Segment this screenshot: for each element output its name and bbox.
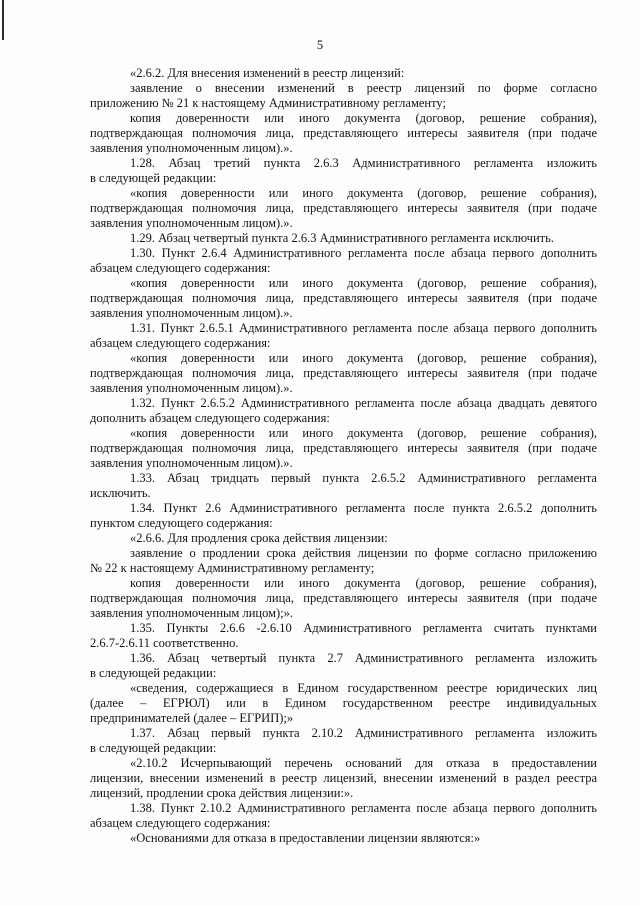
text-line: в следующей редакции: — [90, 666, 217, 680]
text-line: заявление о продлении срока действия лицензии по форме согласно приложению — [130, 546, 597, 560]
text-line: копия доверенности или иного документа (договор, решение собрания), — [130, 576, 597, 590]
text-line: «Основаниями для отказа в предоставлении лицензии являются:» — [130, 831, 481, 845]
text-line: 1.35. Пункты 2.6.6 -2.6.10 Административного регламента считать пунктами — [130, 621, 597, 635]
scan-edge-line — [2, 0, 4, 40]
text-line: «2.6.6. Для продления срока действия лицензии: — [130, 531, 388, 545]
text-line: 1.36. Абзац четвертый пункта 2.7 Административного регламента изложить — [130, 651, 597, 665]
text-line: 1.34. Пункт 2.6 Административного регламента после пункта 2.6.5.2 дополнить — [130, 501, 597, 515]
page-number: 5 — [316, 38, 324, 52]
text-line: «копия доверенности или иного документа (договор, решение собрания), — [130, 426, 597, 440]
text-line: «копия доверенности или иного документа (договор, решение собрания), — [130, 186, 597, 200]
text-line: приложению № 21 к настоящему Административному регламенту; — [90, 96, 446, 110]
text-line: 2.6.7-2.6.11 соответственно. — [90, 636, 239, 650]
text-line: заявления уполномоченным лицом).». — [90, 381, 293, 395]
text-line: лицензий, продлении срока действия лицензии:». — [90, 786, 354, 800]
text-line: пунктом следующего содержания: — [90, 516, 273, 530]
text-line: № 22 к настоящему Административному регламенту; — [90, 561, 375, 575]
text-line: заявления уполномоченным лицом).». — [90, 216, 293, 230]
text-line: «сведения, содержащиеся в Едином государственном реестре юридических лиц — [130, 681, 597, 695]
document-body — [90, 66, 597, 846]
text-line: предпринимателей (далее – ЕГРИП);» — [90, 711, 294, 725]
text-line: в следующей редакции: — [90, 741, 217, 755]
text-line: заявления уполномоченным лицом).». — [90, 456, 293, 470]
text-line: 1.33. Абзац тридцать первый пункта 2.6.5.2 Административного регламента — [130, 471, 597, 485]
text-line: подтверждающая полномочия лица, представляющего интересы заявителя (при подаче — [90, 201, 597, 215]
text-line: абзацем следующего содержания: — [90, 816, 271, 830]
text-line: подтверждающая полномочия лица, представляющего интересы заявителя (при подаче — [90, 441, 597, 455]
text-line: в следующей редакции: — [90, 171, 217, 185]
text-line: заявления уполномоченным лицом).». — [90, 306, 293, 320]
text-line: заявления уполномоченным лицом);». — [90, 606, 294, 620]
text-line: заявления уполномоченным лицом).». — [90, 141, 293, 155]
text-line: «2.10.2 Исчерпывающий перечень оснований для отказа в предоставлении — [130, 756, 597, 770]
text-line: абзацем следующего содержания: — [90, 336, 271, 350]
text-line: 1.30. Пункт 2.6.4 Административного регламента после абзаца первого дополнить — [130, 246, 597, 260]
text-line: 1.31. Пункт 2.6.5.1 Административного регламента после абзаца первого дополнить — [130, 321, 597, 335]
text-line: подтверждающая полномочия лица, представляющего интересы заявителя (при подаче — [90, 126, 597, 140]
text-line: дополнить абзацем следующего содержания: — [90, 411, 330, 425]
text-line: (далее – ЕГРЮЛ) или в Едином государственном реестре индивидуальных — [90, 696, 597, 710]
text-line: копия доверенности или иного документа (договор, решение собрания), — [130, 111, 597, 125]
text-line: подтверждающая полномочия лица, представляющего интересы заявителя (при подаче — [90, 366, 597, 380]
text-line: подтверждающая полномочия лица, представляющего интересы заявителя (при подаче — [90, 291, 597, 305]
text-line: «копия доверенности или иного документа (договор, решение собрания), — [130, 351, 597, 365]
text-line: 1.29. Абзац четвертый пункта 2.6.3 Административного регламента исключить. — [130, 231, 554, 245]
text-line: 1.32. Пункт 2.6.5.2 Административного регламента после абзаца двадцать девятого — [130, 396, 597, 410]
text-line: лицензии, внесении изменений в реестр лицензий, внесении изменений в раздел реестра — [90, 771, 597, 785]
text-line: заявление о внесении изменений в реестр лицензий по форме согласно — [130, 81, 597, 95]
text-line: подтверждающая полномочия лица, представляющего интересы заявителя (при подаче — [90, 591, 597, 605]
text-line: «копия доверенности или иного документа (договор, решение собрания), — [130, 276, 597, 290]
text-line: 1.28. Абзац третий пункта 2.6.3 Административного регламента изложить — [130, 156, 597, 170]
text-line: 1.37. Абзац первый пункта 2.10.2 Административного регламента изложить — [130, 726, 597, 740]
text-line: 1.38. Пункт 2.10.2 Административного регламента после абзаца первого дополнить — [130, 801, 597, 815]
text-line: абзацем следующего содержания: — [90, 261, 271, 275]
text-line: исключить. — [90, 486, 151, 500]
text-line: «2.6.2. Для внесения изменений в реестр лицензий: — [130, 66, 405, 80]
